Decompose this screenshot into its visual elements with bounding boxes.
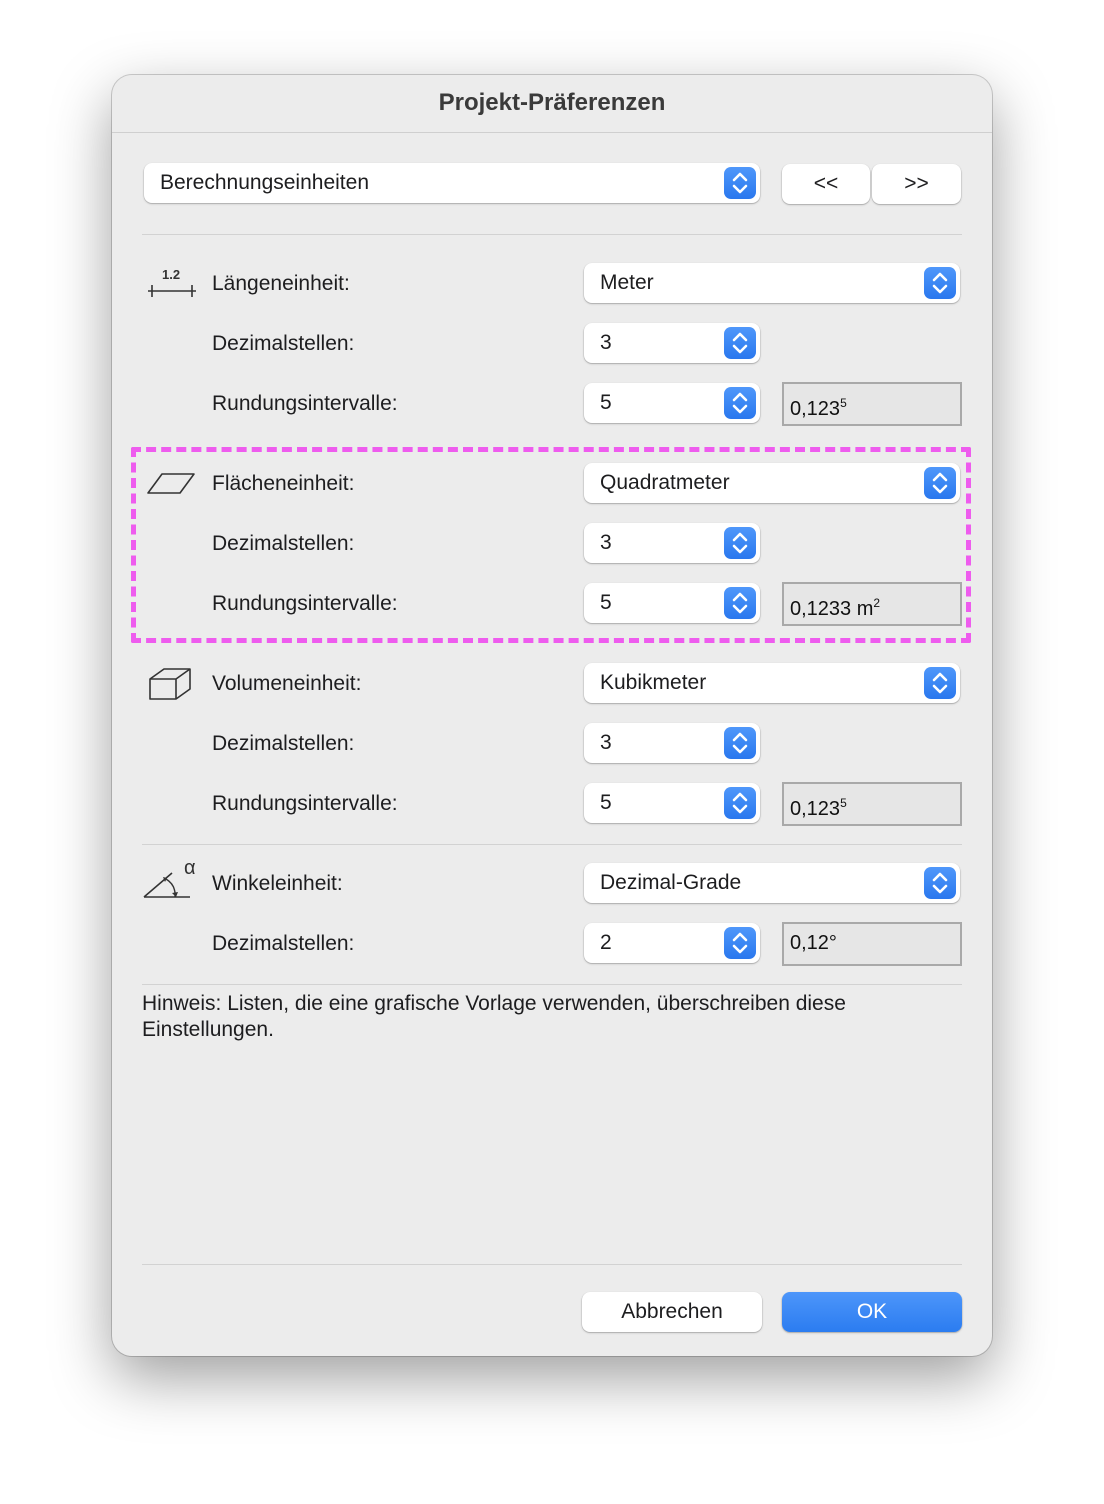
chevron-updown-icon	[724, 927, 756, 959]
volume-decimals-value: 3	[600, 731, 612, 754]
volume-box-icon	[146, 665, 198, 705]
previous-button[interactable]: <<	[782, 164, 870, 204]
volume-rounding-popup[interactable]	[584, 783, 760, 823]
area-plane-icon	[146, 469, 198, 499]
chevron-updown-icon	[724, 527, 756, 559]
chevron-updown-icon	[924, 467, 956, 499]
volume-preview-value: 0,123	[790, 798, 841, 820]
length-unit-value: Meter	[600, 271, 654, 294]
area-decimals-label: Dezimalstellen:	[212, 532, 355, 555]
chevron-updown-icon	[724, 387, 756, 419]
length-decimals-value: 3	[600, 331, 612, 354]
chevron-updown-icon	[724, 587, 756, 619]
ok-button[interactable]: OK	[782, 1292, 962, 1332]
length-decimals-popup[interactable]	[584, 323, 760, 363]
angle-preview	[782, 922, 962, 966]
category-popup-value: Berechnungseinheiten	[160, 171, 369, 194]
length-unit-label: Längeneinheit:	[212, 272, 350, 295]
volume-decimals-popup[interactable]	[584, 723, 760, 763]
chevron-updown-icon	[724, 167, 756, 199]
angle-icon-label: α	[184, 857, 196, 879]
settings-note: Hinweis: Listen, die eine grafische Vorlage verwenden, überschreiben diese Einstellungen.	[142, 992, 846, 1041]
length-preview-value: 0,123	[790, 398, 841, 420]
area-decimals-value: 3	[600, 531, 612, 554]
separator	[142, 1264, 962, 1265]
angle-icon	[142, 857, 202, 903]
angle-preview-value: 0,12°	[790, 932, 837, 954]
angle-decimals-popup[interactable]	[584, 923, 760, 963]
ruler-icon	[146, 267, 198, 301]
volume-unit-popup[interactable]	[584, 663, 960, 703]
area-unit-label: Flächeneinheit:	[212, 472, 355, 495]
angle-decimals-value: 2	[600, 931, 612, 954]
area-preview-superscript: 2	[873, 596, 881, 610]
angle-unit-popup[interactable]	[584, 863, 960, 903]
length-rounding-label: Rundungsintervalle:	[212, 392, 398, 415]
chevron-updown-icon	[724, 787, 756, 819]
volume-unit-label: Volumeneinheit:	[212, 672, 362, 695]
area-rounding-label: Rundungsintervalle:	[212, 592, 398, 615]
length-preview	[782, 382, 962, 426]
separator	[142, 234, 962, 235]
category-popup[interactable]	[144, 163, 760, 203]
volume-rounding-label: Rundungsintervalle:	[212, 792, 398, 815]
chevron-updown-icon	[924, 667, 956, 699]
area-unit-popup[interactable]	[584, 463, 960, 503]
length-rounding-value: 5	[600, 391, 612, 414]
angle-unit-label: Winkeleinheit:	[212, 872, 343, 895]
chevron-updown-icon	[924, 867, 956, 899]
chevron-updown-icon	[724, 727, 756, 759]
preferences-dialog	[112, 75, 992, 1356]
length-rounding-popup[interactable]	[584, 383, 760, 423]
length-decimals-label: Dezimalstellen:	[212, 332, 355, 355]
cancel-button[interactable]: Abbrechen	[582, 1292, 762, 1332]
chevron-updown-icon	[924, 267, 956, 299]
volume-preview	[782, 782, 962, 826]
area-rounding-popup[interactable]	[584, 583, 760, 623]
area-preview	[782, 582, 962, 626]
chevron-updown-icon	[724, 327, 756, 359]
angle-unit-value: Dezimal-Grade	[600, 871, 742, 894]
dialog-title: Projekt-Präferenzen	[112, 75, 992, 133]
area-rounding-value: 5	[600, 591, 612, 614]
next-button[interactable]: >>	[872, 164, 961, 204]
ruler-icon-label: 1.2	[162, 267, 181, 282]
volume-preview-superscript: 5	[840, 796, 847, 810]
separator	[142, 844, 962, 845]
length-unit-popup[interactable]	[584, 263, 960, 303]
volume-rounding-value: 5	[600, 791, 612, 814]
volume-unit-value: Kubikmeter	[600, 671, 707, 694]
separator	[142, 984, 962, 985]
length-preview-superscript: 5	[840, 396, 847, 410]
area-preview-value: 0,1233 m	[790, 598, 874, 620]
area-unit-value: Quadratmeter	[600, 471, 730, 494]
angle-decimals-label: Dezimalstellen:	[212, 932, 355, 955]
area-decimals-popup[interactable]	[584, 523, 760, 563]
volume-decimals-label: Dezimalstellen:	[212, 732, 355, 755]
